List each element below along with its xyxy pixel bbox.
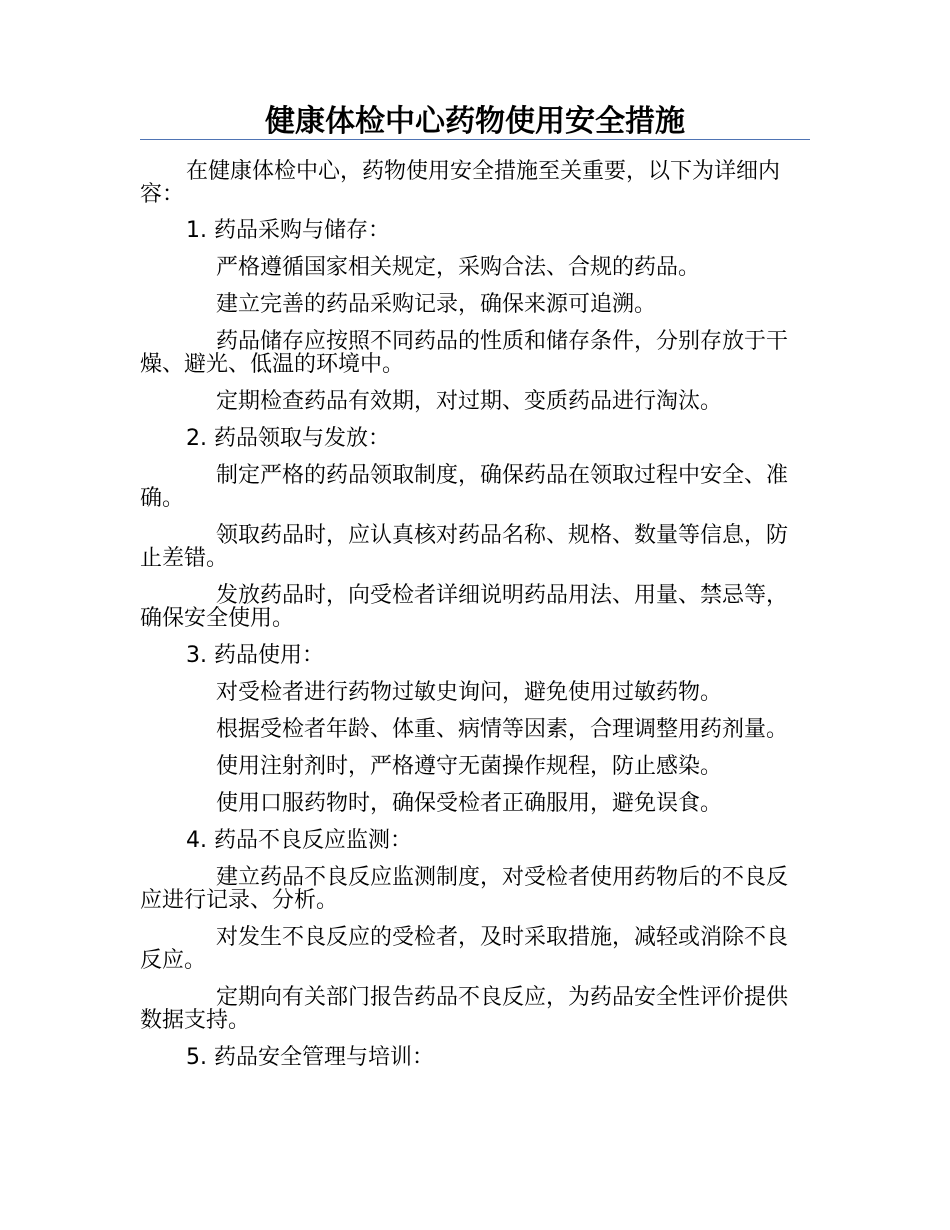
list-item: 严格遵循国家相关规定，采购合法、合规的药品。 [216, 255, 701, 280]
section-procurement-storage [140, 219, 820, 413]
list-item: 定期检查药品有效期，对过期、变质药品进行淘汰。 [216, 389, 723, 414]
section-safety-management-training [140, 1046, 820, 1069]
list-item: 发放药品时，向受检者详细说明药品用法、用量、禁忌等，确保安全使用。 [140, 583, 789, 631]
title-underline [140, 139, 810, 140]
section-drug-use [140, 644, 820, 815]
document-title: 健康体检中心药物使用安全措施 [265, 104, 685, 139]
section-collection-dispensing [140, 427, 820, 630]
section-heading: 4. 药品不良反应监测： [186, 828, 412, 853]
list-item: 使用注射剂时，严格遵守无菌操作规程，防止感染。 [216, 754, 723, 779]
list-item: 定期向有关部门报告药品不良反应，为药品安全性评价提供数据支持。 [140, 985, 789, 1033]
document-body [140, 160, 820, 1083]
list-item: 领取药品时，应认真核对药品名称、规格、数量等信息，防止差错。 [140, 523, 789, 571]
section-adverse-reaction-monitoring [140, 829, 820, 1032]
list-item: 建立完善的药品采购记录，确保来源可追溯。 [216, 292, 657, 317]
section-heading: 1. 药品采购与储存： [186, 218, 390, 243]
list-item: 制定严格的药品领取制度，确保药品在领取过程中安全、准确。 [140, 463, 789, 511]
list-item: 使用口服药物时，确保受检者正确服用，避免误食。 [216, 791, 723, 816]
list-item: 根据受检者年龄、体重、病情等因素，合理调整用药剂量。 [216, 717, 789, 742]
list-item: 对受检者进行药物过敏史询问，避免使用过敏药物。 [216, 680, 723, 705]
section-heading: 3. 药品使用： [186, 643, 324, 668]
section-heading: 5. 药品安全管理与培训： [186, 1045, 434, 1070]
intro-paragraph: 在健康体检中心，药物使用安全措施至关重要，以下为详细内容： [140, 159, 781, 207]
section-heading: 2. 药品领取与发放： [186, 426, 390, 451]
list-item: 建立药品不良反应监测制度，对受检者使用药物后的不良反应进行记录、分析。 [140, 865, 789, 913]
list-item: 对发生不良反应的受检者，及时采取措施，减轻或消除不良反应。 [140, 925, 789, 973]
list-item: 药品储存应按照不同药品的性质和储存条件，分别存放于干燥、避光、低温的环境中。 [140, 329, 789, 377]
